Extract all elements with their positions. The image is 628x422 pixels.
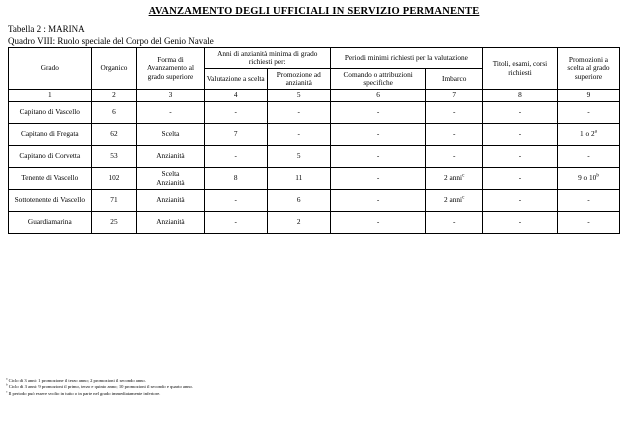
table-row xyxy=(9,146,620,168)
cell-comando xyxy=(330,124,426,146)
cell-forma-value: Anzianità xyxy=(156,195,185,205)
cell-imbarco xyxy=(426,212,483,234)
cell-titoli-value: - xyxy=(518,151,522,161)
cell-promozioni xyxy=(557,146,619,168)
cell-comando-value: - xyxy=(376,217,380,227)
cell-forma xyxy=(137,212,204,234)
cell-comando-value: - xyxy=(376,129,380,139)
cell-promozione xyxy=(267,102,330,124)
cell-promozione-value: 2 xyxy=(296,217,301,227)
cell-imbarco-value: - xyxy=(452,129,456,139)
cell-promozione xyxy=(267,124,330,146)
cell-forma-value: Scelta Anzianità xyxy=(156,169,185,187)
header-valutazione: Valutazione a scelta xyxy=(204,69,267,90)
cell-valutazione-value: - xyxy=(234,151,237,161)
footnote-ref: c xyxy=(462,194,465,201)
cell-titoli xyxy=(482,212,557,234)
column-number: 9 xyxy=(557,90,619,102)
table-label: Tabella 2 : MARINA xyxy=(8,24,85,34)
cell-comando xyxy=(330,190,426,212)
cell-organico xyxy=(91,146,137,168)
cell-promozione-value: - xyxy=(297,129,300,139)
cell-valutazione-value: - xyxy=(234,107,237,117)
cell-promozione-value: 5 xyxy=(296,151,301,161)
cell-grado xyxy=(9,124,92,146)
cell-promozioni-value: 1 o 2 xyxy=(580,129,595,139)
header-organico: Organico xyxy=(91,48,137,90)
cell-imbarco xyxy=(426,146,483,168)
cell-forma xyxy=(137,102,204,124)
cell-organico-value: 62 xyxy=(110,129,118,139)
advancement-table xyxy=(8,47,620,234)
cell-forma-value: Anzianità xyxy=(156,151,185,161)
cell-forma xyxy=(137,124,204,146)
cell-grado xyxy=(9,168,92,190)
cell-valutazione-value: - xyxy=(234,217,237,227)
cell-promozione xyxy=(267,146,330,168)
cell-comando xyxy=(330,146,426,168)
cell-imbarco xyxy=(426,124,483,146)
cell-organico-value: 6 xyxy=(112,107,116,117)
cell-titoli-value: - xyxy=(518,129,522,139)
cell-titoli xyxy=(482,124,557,146)
footnote-mark: b xyxy=(6,382,8,387)
footnotes xyxy=(6,378,193,397)
table-row xyxy=(9,168,620,190)
footnote-ref: c xyxy=(462,172,465,179)
cell-comando-value: - xyxy=(376,195,380,205)
cell-imbarco-value: - xyxy=(452,217,456,227)
cell-promozioni xyxy=(557,190,619,212)
table-row xyxy=(9,124,620,146)
cell-comando-value: - xyxy=(376,107,380,117)
quadro-label: Quadro VIII: Ruolo speciale del Corpo del Genio Navale xyxy=(8,36,214,46)
cell-comando xyxy=(330,102,426,124)
cell-organico-value: 102 xyxy=(108,173,120,183)
cell-promozioni-value: - xyxy=(587,107,590,117)
footnote-mark: c xyxy=(6,389,8,394)
cell-organico xyxy=(91,212,137,234)
header-promozioni: Promozioni a scelta al grado superiore xyxy=(557,48,619,90)
column-number: 5 xyxy=(267,90,330,102)
cell-imbarco xyxy=(426,102,483,124)
cell-forma xyxy=(137,190,204,212)
cell-promozione xyxy=(267,212,330,234)
cell-titoli-value: - xyxy=(518,217,522,227)
cell-valutazione-value: 8 xyxy=(233,173,238,183)
cell-valutazione xyxy=(204,124,267,146)
column-number-row xyxy=(9,90,620,102)
cell-imbarco-value: - xyxy=(452,107,456,117)
cell-organico xyxy=(91,168,137,190)
footnote-text: Il periodo può essere svolto in tutto o in parte nel grado immediatamente inferiore. xyxy=(7,390,161,396)
cell-comando-value: - xyxy=(376,173,380,183)
cell-titoli xyxy=(482,168,557,190)
column-number: 3 xyxy=(137,90,204,102)
cell-forma xyxy=(137,168,204,190)
header-promozione: Promozione ad anzianità xyxy=(267,69,330,90)
cell-grado-value: Capitano di Fregata xyxy=(21,129,79,139)
table-row xyxy=(9,190,620,212)
footnote-ref: a xyxy=(594,128,597,135)
header-titoli: Titoli, esami, corsi richiesti xyxy=(482,48,557,90)
cell-comando-value: - xyxy=(376,151,380,161)
cell-titoli-value: - xyxy=(518,107,522,117)
cell-valutazione xyxy=(204,190,267,212)
cell-valutazione xyxy=(204,168,267,190)
header-grado: Grado xyxy=(9,48,92,90)
cell-imbarco xyxy=(426,168,483,190)
cell-grado-value: Capitano di Vascello xyxy=(19,107,80,117)
table-row xyxy=(9,212,620,234)
cell-grado xyxy=(9,102,92,124)
cell-organico xyxy=(91,190,137,212)
cell-imbarco-value: 2 anni xyxy=(444,195,463,205)
cell-grado-value: Guardiamarina xyxy=(27,217,72,227)
cell-promozioni xyxy=(557,124,619,146)
cell-forma xyxy=(137,146,204,168)
cell-promozione-value: 11 xyxy=(295,173,303,183)
cell-grado xyxy=(9,190,92,212)
footnote-text: Ciclo di 3 anni: 1 promozione il terzo anno; 2 promozioni il secondo anno. xyxy=(7,378,146,383)
cell-titoli xyxy=(482,190,557,212)
cell-promozioni-value: 9 o 10 xyxy=(578,173,597,183)
footnote-text: Ciclo di 3 anni: 9 promozioni il primo, terzo e quinto anno; 10 promozioni il secondo e quarto anno. xyxy=(7,384,193,390)
cell-valutazione xyxy=(204,212,267,234)
cell-organico xyxy=(91,124,137,146)
cell-comando xyxy=(330,168,426,190)
cell-forma-value: Scelta xyxy=(161,129,180,139)
cell-grado xyxy=(9,212,92,234)
header-anni-group: Anni di anzianità minima di grado richiesti per: xyxy=(204,48,330,69)
document-title: AVANZAMENTO DEGLI UFFICIALI IN SERVIZIO PERMANENTE xyxy=(148,6,480,17)
footnote-ref: b xyxy=(596,172,599,179)
cell-imbarco xyxy=(426,190,483,212)
cell-promozione xyxy=(267,190,330,212)
cell-promozione xyxy=(267,168,330,190)
cell-titoli-value: - xyxy=(518,173,522,183)
cell-valutazione-value: 7 xyxy=(233,129,238,139)
cell-promozioni xyxy=(557,102,619,124)
cell-comando xyxy=(330,212,426,234)
cell-promozioni xyxy=(557,168,619,190)
cell-grado-value: Sottotenente di Vascello xyxy=(14,195,85,205)
cell-valutazione xyxy=(204,146,267,168)
header-comando: Comando o attribuzioni specifiche xyxy=(330,69,426,90)
cell-organico-value: 25 xyxy=(110,217,118,227)
column-number: 2 xyxy=(91,90,137,102)
column-number: 7 xyxy=(426,90,483,102)
cell-promozioni xyxy=(557,212,619,234)
table-body xyxy=(9,102,620,234)
cell-promozione-value: 6 xyxy=(296,195,301,205)
column-number: 4 xyxy=(204,90,267,102)
cell-imbarco-value: 2 anni xyxy=(444,173,463,183)
footnote-mark: a xyxy=(6,376,8,381)
cell-grado-value: Tenente di Vascello xyxy=(21,173,79,183)
cell-valutazione xyxy=(204,102,267,124)
header-periodi-group: Periodi minimi richiesti per la valutazione xyxy=(330,48,482,69)
cell-titoli xyxy=(482,102,557,124)
cell-promozioni-value: - xyxy=(587,195,590,205)
column-number: 8 xyxy=(482,90,557,102)
column-number: 1 xyxy=(9,90,92,102)
cell-promozioni-value: - xyxy=(587,151,590,161)
header-forma: Forma di Avanzamento al grado superiore xyxy=(137,48,204,90)
cell-grado-value: Capitano di Corvetta xyxy=(19,151,81,161)
cell-forma-value: - xyxy=(169,107,172,117)
footnote xyxy=(6,391,193,397)
column-number: 6 xyxy=(330,90,426,102)
table-row xyxy=(9,102,620,124)
cell-promozione-value: - xyxy=(297,107,300,117)
cell-imbarco-value: - xyxy=(452,151,456,161)
cell-promozioni-value: - xyxy=(587,217,590,227)
cell-organico-value: 71 xyxy=(110,195,118,205)
cell-grado xyxy=(9,146,92,168)
cell-organico-value: 53 xyxy=(110,151,118,161)
header-imbarco: Imbarco xyxy=(426,69,483,90)
cell-forma-value: Anzianità xyxy=(156,217,185,227)
cell-titoli xyxy=(482,146,557,168)
cell-titoli-value: - xyxy=(518,195,522,205)
cell-organico xyxy=(91,102,137,124)
cell-valutazione-value: - xyxy=(234,195,237,205)
